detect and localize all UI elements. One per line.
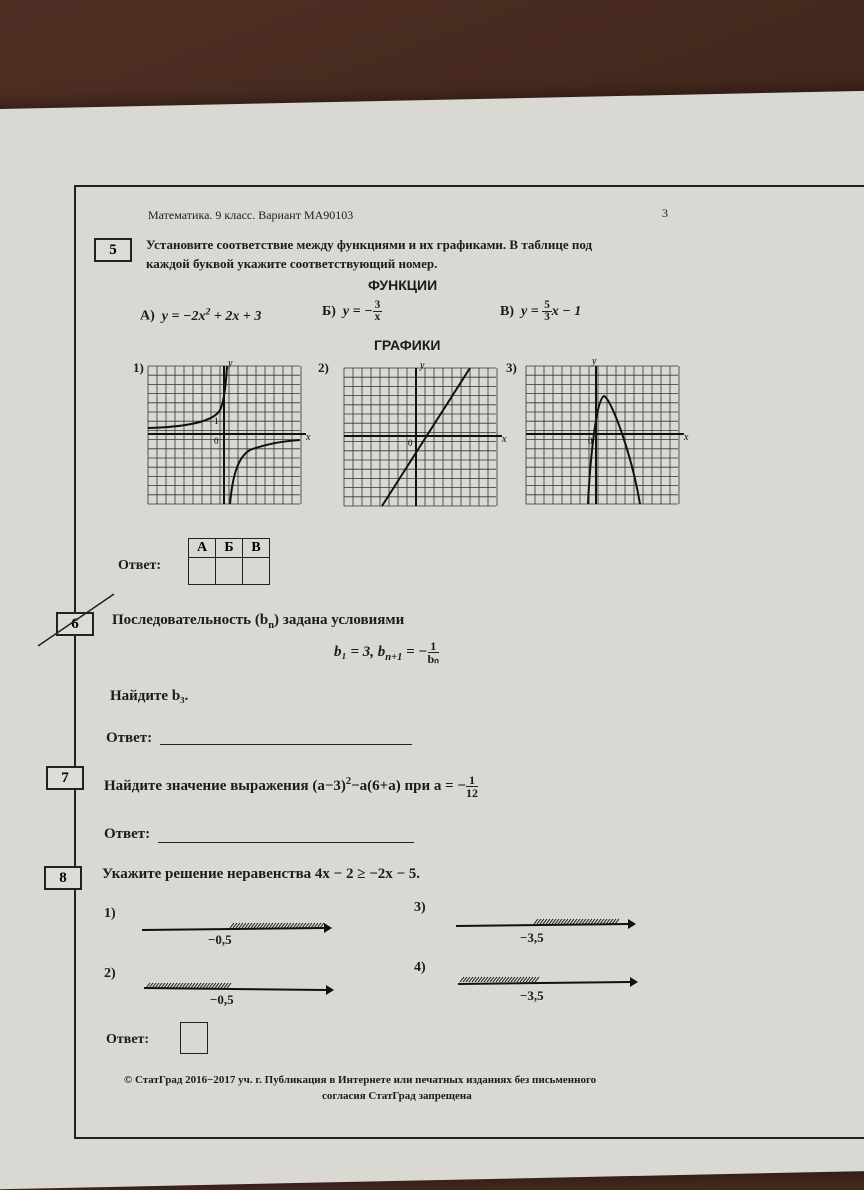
graph-2-label: 2) xyxy=(318,360,329,375)
q6-condition-start: b₁ = 3, b xyxy=(334,643,386,660)
q7-text xyxy=(104,774,478,799)
q7-answer-label: Ответ: xyxy=(104,826,151,842)
q8-option-2-label: 2) xyxy=(104,966,116,981)
q6-condition-sub: n+1 xyxy=(385,651,403,663)
q8-option-4-numberline xyxy=(458,974,638,994)
strike-mark-q6 xyxy=(36,592,116,652)
function-a-exponent: 2 xyxy=(205,306,211,317)
q8-option-1-label: 1) xyxy=(104,906,116,921)
hatch-4 xyxy=(460,977,539,982)
graph-2-origin: 0 xyxy=(408,438,413,448)
question-5-number: 5 xyxy=(94,238,132,262)
q8-option-4-label: 4) xyxy=(414,960,426,975)
q7-fraction-numerator: 1 xyxy=(466,774,478,787)
q8-option-2-value: −0,5 xyxy=(210,992,234,1007)
function-b-denominator: x xyxy=(374,311,381,324)
page-number: 3 xyxy=(662,206,668,220)
q6-find: Найдите b₃. xyxy=(110,688,189,704)
question-7-number: 7 xyxy=(46,766,84,790)
answer-cell-a[interactable] xyxy=(189,558,216,585)
q6-fraction-numerator: 1 xyxy=(428,640,439,653)
q7-fraction-denominator: 12 xyxy=(465,786,478,800)
q7-answer-line[interactable] xyxy=(158,828,414,843)
q6-text-start: Последовательность (b xyxy=(112,612,269,628)
graph-1-label: 1) xyxy=(133,360,144,375)
q8-answer-label: Ответ: xyxy=(106,1032,150,1047)
q8-option-2-numberline xyxy=(144,980,334,1000)
q6-condition-eq: = − xyxy=(402,643,428,660)
function-a-formula-rest: + 2x + 3 xyxy=(210,308,262,324)
answer-cell-b[interactable] xyxy=(216,558,243,585)
q6-text xyxy=(112,612,404,631)
function-b-formula: y = − xyxy=(342,303,373,319)
graph-2 xyxy=(344,360,507,506)
q6-answer-line[interactable] xyxy=(160,730,412,745)
function-v-letter: В) xyxy=(500,303,514,319)
graph-1-x-label: x xyxy=(306,432,311,443)
q8-option-3-value: −3,5 xyxy=(520,930,544,945)
q8-option-3-numberline xyxy=(456,914,636,934)
hatch-3 xyxy=(534,919,619,924)
function-v-numerator: 5 xyxy=(544,299,550,311)
function-a-formula: y = −2x xyxy=(161,308,206,324)
answer-header-a: А xyxy=(189,539,216,558)
q6-answer-label: Ответ: xyxy=(106,730,153,746)
graph-3-y-label: y xyxy=(592,356,597,367)
footer-line2: согласия СтатГрад запрещена xyxy=(322,1090,472,1102)
graph-1-y-label: y xyxy=(228,358,233,369)
function-b-letter: Б) xyxy=(322,303,336,319)
graph-1-origin: 0 xyxy=(214,436,219,446)
function-v xyxy=(500,300,581,323)
q8-answer-box[interactable] xyxy=(180,1022,208,1054)
q7-text-end: −a(6+a) при a = − xyxy=(351,777,466,794)
q6-text-end: ) задана условиями xyxy=(274,612,405,628)
functions-heading: ФУНКЦИИ xyxy=(368,277,438,293)
q8-option-4-value: −3,5 xyxy=(520,988,544,1003)
q8-option-3-label: 3) xyxy=(414,900,426,915)
footer-line1: © СтатГрад 2016−2017 уч. г. Публикация в Интернете или печатных изданиях без письменного xyxy=(124,1074,597,1086)
q8-text: Укажите решение неравенства 4x − 2 ≥ −2x − 5. xyxy=(102,866,421,882)
graph-2-x-label: x xyxy=(502,434,507,445)
graphs-heading: ГРАФИКИ xyxy=(374,337,441,353)
page-header: Математика. 9 класс. Вариант МА90103 xyxy=(148,208,354,222)
q5-answer-label: Ответ: xyxy=(118,558,162,573)
question-6-number: 6 xyxy=(56,612,94,636)
graph-3-label: 3) xyxy=(506,360,517,375)
graph-3 xyxy=(526,356,689,504)
q5-text-line2: каждой буквой укажите соответствующий номер. xyxy=(146,256,438,271)
function-v-denominator: 3 xyxy=(544,311,550,324)
function-v-formula-rest: x − 1 xyxy=(551,303,582,319)
function-b-numerator: 3 xyxy=(374,299,381,311)
hatch-2 xyxy=(146,983,231,988)
q8-option-1-numberline xyxy=(142,920,332,940)
function-a xyxy=(140,306,261,325)
graph-1 xyxy=(148,358,311,504)
answer-cell-v[interactable] xyxy=(243,558,270,585)
q5-text-line1: Установите соответствие между функциями и их графиками. В таблице под xyxy=(146,237,593,252)
function-b xyxy=(322,300,382,323)
answer-header-v: В xyxy=(243,539,270,558)
q8-option-1-value: −0,5 xyxy=(208,932,232,947)
q6-condition xyxy=(334,640,439,665)
graph-3-x-label: x xyxy=(684,432,689,443)
q5-answer-table xyxy=(188,538,270,585)
q6-fraction-denominator: bₙ xyxy=(427,652,439,666)
graph-3-origin: 0 xyxy=(588,436,593,446)
function-a-letter: А) xyxy=(140,308,155,324)
q7-text-start: Найдите значение выражения (a−3) xyxy=(104,777,346,794)
graph-1-one: 1 xyxy=(214,416,219,426)
graph-2-y-label: y xyxy=(420,360,425,371)
question-8-number: 8 xyxy=(44,866,82,890)
q6-text-sub: n xyxy=(268,620,275,631)
answer-header-b: Б xyxy=(216,539,243,558)
q7-exponent: 2 xyxy=(345,775,352,787)
function-v-formula: y = xyxy=(521,303,543,319)
